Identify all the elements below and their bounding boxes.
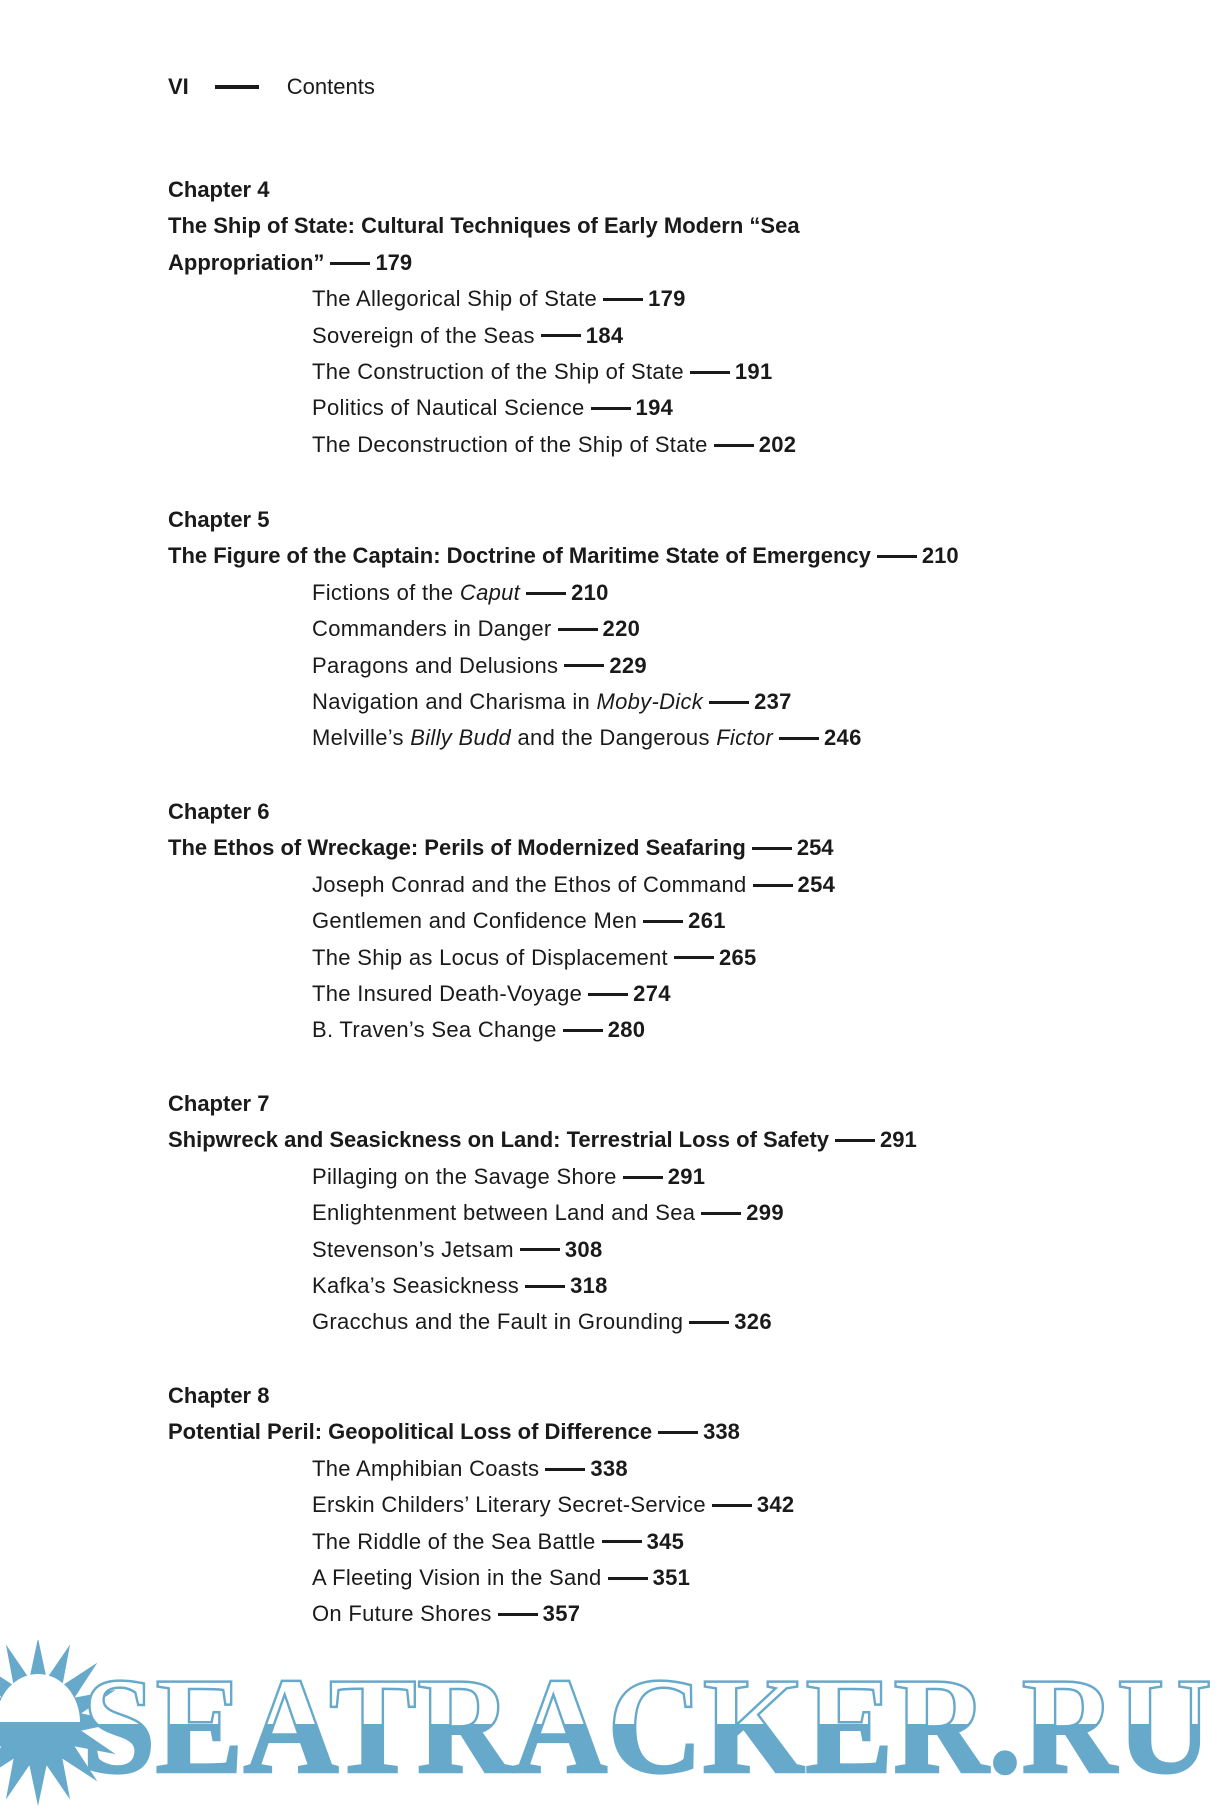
page-number: 202 bbox=[758, 431, 797, 457]
page-number: 179 bbox=[648, 286, 686, 312]
page-number: 179 bbox=[375, 249, 413, 275]
leader-dash bbox=[779, 737, 819, 740]
section-title-text: Commanders in Danger bbox=[312, 616, 552, 642]
section-title-text: The Riddle of the Sea Battle bbox=[312, 1528, 596, 1554]
chapter-label: Chapter 8 bbox=[168, 1383, 270, 1408]
chapter-title[interactable] bbox=[168, 830, 1168, 866]
section-entry[interactable] bbox=[168, 318, 1168, 354]
leader-dash bbox=[658, 1431, 698, 1434]
page-number: 308 bbox=[564, 1236, 603, 1262]
section-title-text: Billy Budd bbox=[410, 725, 512, 751]
page-number: 318 bbox=[570, 1273, 608, 1299]
section-title-text: Melville’s bbox=[312, 725, 411, 751]
chapter-block bbox=[168, 502, 1168, 757]
leader-dash bbox=[558, 628, 598, 631]
page-number: 291 bbox=[667, 1163, 706, 1189]
section-entry[interactable] bbox=[168, 354, 1168, 390]
chapter-title[interactable] bbox=[168, 1122, 1168, 1158]
section-title-text: Moby-Dick bbox=[596, 689, 704, 715]
page-number: 351 bbox=[652, 1565, 691, 1591]
section-title-text: Erskin Childers’ Literary Secret-Service bbox=[312, 1492, 706, 1518]
chapter-label: Chapter 6 bbox=[168, 799, 270, 824]
leader-dash bbox=[835, 1139, 875, 1142]
chapter-title-text: The Ethos of Wreckage: Perils of Modernized Seafaring bbox=[168, 835, 746, 861]
leader-dash bbox=[643, 920, 683, 923]
section-title-text: Kafka’s Seasickness bbox=[312, 1273, 520, 1299]
leader-dash bbox=[674, 956, 714, 959]
section-title-text: Gentlemen and Confidence Men bbox=[312, 908, 638, 934]
leader-dash bbox=[564, 664, 604, 667]
leader-dash bbox=[591, 407, 631, 410]
leader-dash bbox=[525, 1285, 565, 1288]
leader-dash bbox=[623, 1176, 663, 1179]
chapter-block bbox=[168, 1378, 1168, 1633]
chapter-title[interactable] bbox=[168, 1414, 1168, 1450]
leader-dash bbox=[520, 1248, 560, 1251]
section-entry[interactable] bbox=[168, 1012, 1168, 1048]
section-entry[interactable] bbox=[168, 1195, 1168, 1231]
section-title-text: Navigation and Charisma in bbox=[312, 689, 597, 715]
page-number: 342 bbox=[756, 1492, 795, 1518]
chapter-title-text: Appropriation” bbox=[168, 249, 325, 275]
section-entry[interactable] bbox=[168, 1524, 1168, 1560]
section-title-text: Stevenson’s Jetsam bbox=[312, 1236, 514, 1262]
section-entry[interactable] bbox=[168, 1487, 1168, 1523]
page-number: 338 bbox=[590, 1455, 628, 1481]
section-entry[interactable] bbox=[168, 976, 1168, 1012]
section-entry[interactable] bbox=[168, 281, 1168, 317]
leader-dash bbox=[563, 1029, 603, 1032]
section-entry[interactable] bbox=[168, 940, 1168, 976]
section-entry[interactable] bbox=[168, 1304, 1168, 1340]
chapter-title[interactable] bbox=[168, 208, 1168, 244]
section-entry[interactable] bbox=[168, 720, 1168, 756]
section-entry[interactable] bbox=[168, 1596, 1168, 1632]
section-title-text: Fictor bbox=[716, 725, 773, 751]
chapter-block bbox=[168, 172, 1168, 463]
section-entry[interactable] bbox=[168, 1159, 1168, 1195]
leader-dash bbox=[608, 1577, 648, 1580]
page-number: 246 bbox=[824, 725, 862, 751]
section-entry[interactable] bbox=[168, 1268, 1168, 1304]
chapter-title-text: The Figure of the Captain: Doctrine of Maritime State of Emergency bbox=[168, 543, 871, 569]
section-title-text: Sovereign of the Seas bbox=[312, 322, 535, 348]
section-title-text: B. Traven’s Sea Change bbox=[312, 1017, 557, 1043]
page-number: 184 bbox=[585, 322, 624, 348]
leader-dash bbox=[689, 1321, 729, 1324]
section-entry[interactable] bbox=[168, 611, 1168, 647]
leader-dash bbox=[498, 1613, 538, 1616]
section-title-text: A Fleeting Vision in the Sand bbox=[312, 1565, 602, 1591]
page-number: 291 bbox=[880, 1127, 917, 1153]
section-entry[interactable] bbox=[168, 903, 1168, 939]
running-header bbox=[168, 74, 375, 100]
page-number: 220 bbox=[602, 616, 641, 642]
section-entry[interactable] bbox=[168, 1451, 1168, 1487]
section-entry[interactable] bbox=[168, 390, 1168, 426]
section-title-text: Joseph Conrad and the Ethos of Command bbox=[312, 871, 747, 897]
section-title-text: The Insured Death-Voyage bbox=[312, 981, 583, 1007]
leader-dash bbox=[753, 884, 793, 887]
chapter-title[interactable] bbox=[168, 245, 1168, 281]
page-number: 357 bbox=[542, 1601, 581, 1627]
section-title-text: The Amphibian Coasts bbox=[312, 1455, 540, 1481]
leader-dash bbox=[712, 1504, 752, 1507]
chapter-label: Chapter 5 bbox=[168, 507, 270, 532]
leader-dash bbox=[877, 555, 917, 558]
section-title-text: The Ship as Locus of Displacement bbox=[312, 944, 668, 970]
watermark-logo bbox=[0, 1640, 1221, 1812]
section-entry[interactable] bbox=[168, 575, 1168, 611]
page-number: 210 bbox=[571, 579, 609, 605]
running-title: Contents bbox=[286, 74, 375, 99]
section-title-text: On Future Shores bbox=[312, 1601, 492, 1627]
page-number: 265 bbox=[718, 944, 757, 970]
section-title-text: Caput bbox=[459, 579, 521, 605]
section-title-text: Politics of Nautical Science bbox=[312, 395, 585, 421]
page-number: 299 bbox=[746, 1200, 784, 1226]
header-rule bbox=[215, 85, 259, 89]
leader-dash bbox=[701, 1212, 741, 1215]
page-number: 194 bbox=[635, 395, 674, 421]
leader-dash bbox=[603, 298, 643, 301]
section-entry[interactable] bbox=[168, 427, 1168, 463]
leader-dash bbox=[588, 993, 628, 996]
section-title-text: The Construction of the Ship of State bbox=[312, 359, 684, 385]
section-title-text: Enlightenment between Land and Sea bbox=[312, 1200, 696, 1226]
page-number: 210 bbox=[921, 543, 959, 569]
watermark-text: SEATRACKER.RU bbox=[82, 1649, 1212, 1802]
leader-dash bbox=[526, 592, 566, 595]
section-title-text: The Deconstruction of the Ship of State bbox=[312, 431, 708, 457]
leader-dash bbox=[602, 1540, 642, 1543]
leader-dash bbox=[709, 701, 749, 704]
section-title-text: Pillaging on the Savage Shore bbox=[312, 1163, 617, 1189]
leader-dash bbox=[752, 847, 792, 850]
page-number: 254 bbox=[796, 835, 834, 861]
page-number: 237 bbox=[754, 689, 792, 715]
chapter-block bbox=[168, 1086, 1168, 1341]
chapter-block bbox=[168, 794, 1168, 1049]
page-number: 338 bbox=[703, 1419, 740, 1445]
page-number: 254 bbox=[797, 871, 836, 897]
leader-dash bbox=[541, 334, 581, 337]
chapter-title-text: Potential Peril: Geopolitical Loss of Difference bbox=[168, 1419, 653, 1445]
page-number: 229 bbox=[609, 652, 647, 678]
section-title-text: The Allegorical Ship of State bbox=[312, 286, 598, 312]
section-entry[interactable] bbox=[168, 648, 1168, 684]
section-entry[interactable] bbox=[168, 1560, 1168, 1596]
chapter-label: Chapter 7 bbox=[168, 1091, 270, 1116]
chapter-title[interactable] bbox=[168, 538, 1168, 574]
section-title-text: Paragons and Delusions bbox=[312, 652, 559, 678]
page-number: 274 bbox=[633, 981, 671, 1007]
leader-dash bbox=[545, 1468, 585, 1471]
page-number: 191 bbox=[734, 359, 773, 385]
leader-dash bbox=[714, 444, 754, 447]
page-number: 261 bbox=[688, 908, 726, 934]
page-number: 280 bbox=[607, 1017, 646, 1043]
section-title-text: and the Dangerous bbox=[511, 725, 717, 751]
section-title-text: Gracchus and the Fault in Grounding bbox=[312, 1309, 684, 1335]
chapter-title-text: The Ship of State: Cultural Techniques of Early Modern “Sea bbox=[168, 213, 800, 239]
section-entry[interactable] bbox=[168, 684, 1168, 720]
chapter-title-text: Shipwreck and Seasickness on Land: Terrestrial Loss of Safety bbox=[168, 1127, 830, 1153]
leader-dash bbox=[690, 371, 730, 374]
section-title-text: Fictions of the bbox=[312, 579, 460, 605]
leader-dash bbox=[330, 262, 370, 265]
page-number: 326 bbox=[734, 1309, 772, 1335]
section-entry[interactable] bbox=[168, 867, 1168, 903]
section-entry[interactable] bbox=[168, 1232, 1168, 1268]
page-number: 345 bbox=[646, 1528, 685, 1554]
page-folio: VI bbox=[168, 74, 189, 99]
chapter-label: Chapter 4 bbox=[168, 177, 270, 202]
